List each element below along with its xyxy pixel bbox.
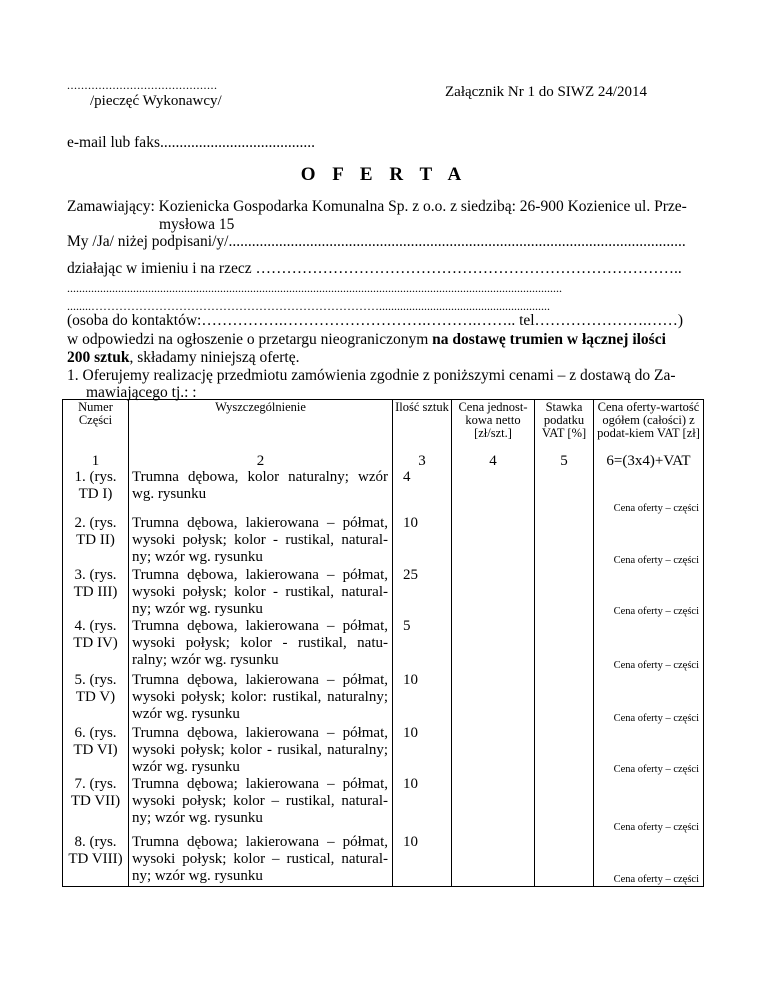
blank-dotted-line: ........………………………………………………………………......................................................... (67, 299, 550, 313)
total-price-cell[interactable] (594, 776, 704, 834)
total-price-label: Cena oferty – części (613, 555, 699, 566)
table-row (63, 618, 704, 672)
item-quantity: 10 (393, 725, 452, 776)
total-price-label: Cena oferty – części (613, 873, 699, 885)
vat-rate-cell[interactable] (535, 618, 594, 672)
total-price-cell[interactable] (594, 618, 704, 672)
vat-rate-cell[interactable] (535, 469, 594, 515)
item-description: Trumna dębowa, lakierowana – półmat, wysoki połysk; kolor - rusikal, naturalny; wzór wg. rysunku (129, 725, 393, 776)
table-row (63, 469, 704, 515)
column-numbers-row (63, 453, 704, 469)
tender-quantity-line (67, 349, 299, 367)
table-row (63, 672, 704, 725)
vat-rate-cell[interactable] (535, 834, 594, 886)
part-number: 7. (rys. TD VII) (63, 776, 129, 834)
unit-price-cell[interactable] (452, 618, 535, 672)
column-number: 2 (129, 453, 393, 469)
item-description: Trumna dębowa, lakierowana – półmat, wysoki połysk; kolor - rustikal, natural-ny; wzór wg. rysunku (129, 515, 393, 567)
column-number: 5 (535, 453, 594, 469)
unit-price-cell[interactable] (452, 567, 535, 618)
part-number: 1. (rys. TD I) (63, 469, 129, 515)
column-number: 1 (63, 453, 129, 469)
part-number: 2. (rys. TD II) (63, 515, 129, 567)
unit-price-cell[interactable] (452, 834, 535, 886)
page-title: O F E R T A (300, 164, 468, 185)
item-description: Trumna dębowa, kolor naturalny; wzór wg. rysunku (129, 469, 393, 515)
tender-quantity: 200 sztuk (67, 349, 130, 366)
offer-table (62, 399, 704, 887)
total-price-label: Cena oferty – części (613, 660, 699, 671)
item-quantity: 10 (393, 672, 452, 725)
part-number: 5. (rys. TD V) (63, 672, 129, 725)
tender-reference-text: w odpowiedzi na ogłoszenie o przetargu nieograniczonym (67, 331, 433, 348)
total-price-label: Cena oferty – części (613, 503, 699, 514)
total-price-label: Cena oferty – części (613, 713, 699, 724)
vat-rate-cell[interactable] (535, 672, 594, 725)
column-number: 3 (393, 453, 452, 469)
header-unit-price: Cena jednost-kowa netto [zł/szt.] (452, 400, 535, 454)
item-description: Trumna dębowa, lakierowana – półmat, wysoki połysk; kolor - rustikal, natural-ny; wzór wg. rysunku (129, 567, 393, 618)
annex-label: Załącznik Nr 1 do SIWZ 24/2014 (445, 84, 648, 100)
part-number: 8. (rys. TD VIII) (63, 834, 129, 886)
email-fax-line: e-mail lub faks........................................ (67, 134, 315, 151)
undersigned-line: My /Ja/ niżej podpisani/y/...................................................................................................................... (67, 233, 686, 250)
total-price-cell[interactable] (594, 834, 704, 886)
table-row (63, 725, 704, 776)
part-number: 3. (rys. TD III) (63, 567, 129, 618)
vat-rate-cell[interactable] (535, 515, 594, 567)
total-price-cell[interactable] (594, 515, 704, 567)
item-quantity: 10 (393, 776, 452, 834)
table-row (63, 567, 704, 618)
table-header-row (63, 400, 704, 454)
total-price-label: Cena oferty – części (613, 822, 699, 833)
total-price-cell[interactable] (594, 672, 704, 725)
table-row (63, 515, 704, 567)
header-quantity: Ilość sztuk (393, 400, 452, 454)
part-number: 6. (rys. TD VI) (63, 725, 129, 776)
unit-price-cell[interactable] (452, 672, 535, 725)
item-quantity: 10 (393, 834, 452, 886)
vat-rate-cell[interactable] (535, 776, 594, 834)
blank-dotted-line: ..................................................................................................................................................................... (67, 281, 562, 295)
part-number: 4. (rys. TD IV) (63, 618, 129, 672)
point-1-line: 1. Oferujemy realizację przedmiotu zamówienia zgodnie z poniższymi cenami – z dostawą do Za- (67, 367, 676, 384)
total-price-label: Cena oferty – części (613, 764, 699, 775)
header-part-number: Numer Części (63, 400, 129, 454)
item-description: Trumna dębowa; lakierowana – półmat, wysoki połysk; kolor – rustikal, natural-ny; wzór wg. rysunku (129, 776, 393, 834)
item-quantity: 4 (393, 469, 452, 515)
vat-rate-cell[interactable] (535, 725, 594, 776)
total-price-label: Cena oferty – części (613, 606, 699, 617)
total-price-cell[interactable] (594, 469, 704, 515)
header-vat-rate: Stawka podatku VAT [%] (535, 400, 594, 454)
zamawiajacy-line-cont: mysłowa 15 (159, 216, 235, 233)
item-quantity: 5 (393, 618, 452, 672)
unit-price-cell[interactable] (452, 725, 535, 776)
total-price-cell[interactable] (594, 725, 704, 776)
table-row (63, 834, 704, 886)
zamawiajacy-line: Zamawiający: Kozienicka Gospodarka Komunalna Sp. z o.o. z siedzibą: 26-900 Kozienice ul. Prze- (67, 198, 687, 215)
acting-on-behalf-line: działając w imieniu i na rzecz ……………………………………………………………………….. (67, 260, 682, 277)
tender-subject: na dostawę trumien w łącznej ilości (432, 331, 666, 348)
point-1-line-cont: mawiającego tj.: : (86, 384, 197, 401)
stamp-label: /pieczęć Wykonawcy/ (90, 93, 222, 109)
table-row (63, 776, 704, 834)
contact-person-line: (osoba do kontaktów:…………….……………………….……….…….. tel………………….……) (67, 312, 684, 329)
unit-price-cell[interactable] (452, 776, 535, 834)
unit-price-cell[interactable] (452, 469, 535, 515)
unit-price-cell[interactable] (452, 515, 535, 567)
column-number: 6=(3x4)+VAT (594, 453, 704, 469)
column-number: 4 (452, 453, 535, 469)
header-description: Wyszczególnienie (129, 400, 393, 454)
item-description: Trumna dębowa, lakierowana – półmat, wysoki połysk; kolor: rustikal, naturalny; wzór wg. rysunku (129, 672, 393, 725)
vat-rate-cell[interactable] (535, 567, 594, 618)
item-description: Trumna dębowa; lakierowana – półmat, wysoki połysk; kolor – rustical, natural-ny; wzór wg. rysunku (129, 834, 393, 886)
total-price-cell[interactable] (594, 567, 704, 618)
stamp-dots: ........................................... (67, 78, 218, 92)
header-total-price: Cena oferty-wartość ogółem (całości) z podat-kiem VAT [zł] (594, 400, 704, 454)
tender-quantity-text: , składamy niniejszą ofertę. (129, 349, 300, 366)
item-description: Trumna dębowa, lakierowana – półmat, wysoki połysk; kolor - rustikal, natu-ralny; wzór wg. rysunku (129, 618, 393, 672)
item-quantity: 10 (393, 515, 452, 567)
tender-reference-line (67, 331, 666, 349)
item-quantity: 25 (393, 567, 452, 618)
